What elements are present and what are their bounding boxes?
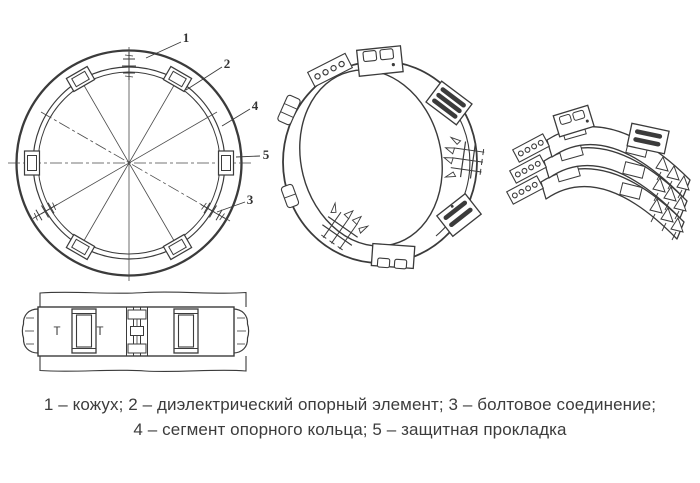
clamp-right-upper — [426, 81, 472, 125]
casing-strip-bottom — [40, 356, 246, 372]
section-clamp-1 — [72, 309, 96, 353]
clamp-top — [357, 46, 403, 76]
caption-line-1: 1 – кожух; 2 – диэлектрический опорный элемент; 3 – болтовое соединение; — [43, 395, 657, 414]
callout-5-number: 5 — [262, 147, 270, 162]
callout-4 — [222, 98, 259, 126]
callout-2 — [186, 56, 230, 90]
front-view — [8, 30, 270, 281]
callout-4-number: 4 — [251, 98, 259, 113]
clamp-right-lower — [437, 194, 481, 237]
section-view — [22, 292, 248, 372]
perspective-view — [277, 46, 486, 270]
segments-view — [507, 105, 690, 240]
callout-1-number: 1 — [182, 30, 190, 45]
casing-strip-top — [40, 292, 246, 307]
section-label-t2: T — [96, 326, 104, 338]
bolt-joint-right — [441, 137, 485, 182]
section-clamp-2 — [174, 309, 198, 353]
center-lines — [8, 47, 254, 281]
callout-2-number: 2 — [223, 56, 231, 71]
section-label-t1: T — [53, 326, 61, 338]
clamp-bottom — [371, 244, 415, 270]
clamp-left-lower — [281, 184, 300, 209]
bolt-joint-bottom-left — [315, 200, 370, 255]
caption-line-2: 4 – сегмент опорного кольца; 5 – защитная прокладка — [133, 420, 567, 439]
callout-3-number: 3 — [246, 192, 254, 207]
dielectric-plate-top-left — [308, 53, 353, 86]
figure-caption — [0, 392, 700, 442]
